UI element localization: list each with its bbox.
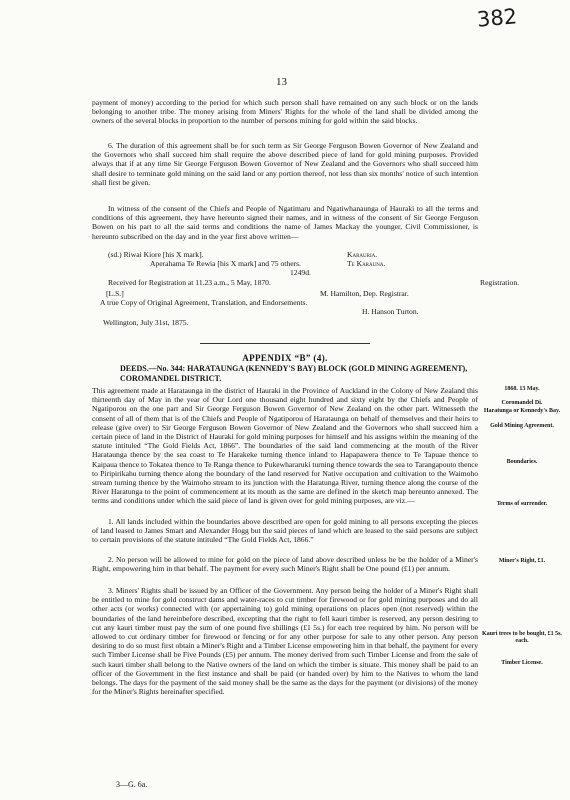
margin-note-date: 1868. 13 May. <box>504 386 540 392</box>
wellington-date: Wellington, July 31st, 1875. <box>103 318 189 327</box>
seal-mark: [L.S.] <box>106 289 124 298</box>
margin-note-kauri: Kauri trees to be bought, £1 5s. each. <box>482 631 562 644</box>
section-divider <box>200 343 370 344</box>
deeds-heading: DEEDS.—No. 344: HARATAUNGA (KENNEDY'S BAY) BLOCK (GOLD MINING AGREEMENT), COROMANDEL DISTRICT. <box>120 364 468 383</box>
signature-te-karauna: Te Karauna. <box>347 259 386 268</box>
margin-note-haratunga: Haratunga or Kennedy's Bay. <box>483 408 561 414</box>
clause-3-block <box>92 586 478 696</box>
handwritten-folio-number: 382 <box>476 4 519 32</box>
witness-paragraph: In witness of the consent of the Chiefs and People of Ngatimaru and Ngatiwhanaunga of Hauraki to all the terms and conditions of this agreement, they have hereunto signed their names, and in witness of the consent of Sir George Ferguson Bowen on his part to all the said terms and conditions the name of James Mackay the younger, Civil Commissioner, is hereunto subscribed on the day and in the year first above written— <box>92 204 478 241</box>
margin-note-miners-right: Miner's Right, £1. <box>498 558 546 564</box>
signature-karauria: Karauria. <box>347 250 378 259</box>
paragraph-top: payment of money) according to the period for which such person shall have remained on any such block or on the lands belonging to another tribe. The money arising from Miners' Rights for the whole of the land shall be divided among the owners of the several blocks in proportion to the number of persons mining for gold within the said blocks. <box>92 98 478 126</box>
agreement-block <box>92 386 478 506</box>
appendix-heading: APPENDIX “B” (4). <box>242 353 328 363</box>
clause-1: 1. All lands included within the boundaries above described are open for gold mining to all persons excepting the pieces of land leased to James Smart and Alexander Hogg but the said pieces of land which are leased to the said persons are subject to certain provisions of the statute intituled “The Gold Fields Act, 1866.” <box>92 517 478 545</box>
margin-note-gold-mining: Gold Mining Agreement. <box>490 423 554 429</box>
margin-note-timber: Timber License. <box>501 660 543 666</box>
paragraph-continuation <box>92 98 478 126</box>
signature-footer: 3—G. 6a. <box>116 780 148 789</box>
paragraph-6: 6. The duration of this agreement shall be for such term as Sir George Ferguson Bowen Governor of New Zealand and the Governors who shall succeed him shall require the above described piece of land for gold mining purposes. Provided always that if at any time Sir George Ferguson Bowen Governor of New Zealand and the Governors who shall succeed him shall desire to terminate gold mining on the said land or any portion thereof, not less than six months' notice of such intention shall first be given. <box>92 141 478 187</box>
registrar-signature: M. Hamilton, Dep. Registrar. <box>320 289 409 298</box>
clause-2: 2. No person will be allowed to mine for gold on the piece of land above described unless he be the holder of a Miner's Right, empowering him in that behalf. The payment for every such Miner's Right shall be One pound (£1) per annum. <box>92 555 478 574</box>
received-line: Received for Registration at 11.23 a.m., 5 May, 1870. <box>108 278 271 287</box>
witness-block <box>92 204 478 241</box>
margin-note-boundaries: Boundaries. <box>506 459 538 465</box>
paragraph-6-block <box>92 141 478 187</box>
page-number: 13 <box>276 76 287 88</box>
registration-note: Registration. <box>480 278 520 287</box>
clause-2-block <box>92 555 478 573</box>
clause-3: 3. Miners' Rights shall be issued by an Officer of the Government. Any person being the holder of a Miner's Right shall be entitled to mine for gold construct dams and water-races to cut timber for firewood or for gold mining purposes and do all other acts (or works) connected with (or appertaining to) gold mining operations on places open (not reserved) within the boundaries of the land hereinbefore described, excepting that the right to fell kauri timber is reserved, any person desiring to cut any kauri timber must pay the sum of one pound five shillings (£1 5s.) for each tree required by him. No person will be allowed to cut ordinary timber for firewood or fencing or for any other purpose for sale to any other person. Any person desiring to do so must first obtain a Miner's Right and a Timber License empowering him in that behalf, the payment for every such Timber License shall be Five Pounds (£5) per annum. The money derived from such Timber License and from the sale of such kauri timber shall belong to the Native owners of the land on which the timber is situate. This money shall be paid to an officer of the Government in the first instance and shall be paid (or handed over) by him to the Natives to whom the land belongs. The days for the payment of the said money shall be the same as the days for the payment (or divisions) of the money for the Miner's Rights hereinafter specified. <box>92 586 478 697</box>
true-copy-line: A true Copy of Original Agreement, Translation, and Endorsements. <box>100 298 308 307</box>
signature-line-1: (sd.) Riwai Kiore [his X mark]. <box>108 250 204 259</box>
margin-note-terms: Terms of surrender. <box>496 501 548 507</box>
document-code: 1249d. <box>290 268 311 277</box>
signature-line-2: Aperahama Te Rewia [his X mark] and 75 others. <box>150 259 301 268</box>
turton-signature: H. Hanson Turton. <box>362 307 419 316</box>
margin-note-coromandel: Coromandel Di. <box>501 400 543 406</box>
clause-1-block <box>92 517 478 545</box>
agreement-paragraph: This agreement made at Harataunga in the district of Hauraki in the Province of Auckland in the Colony of New Zealand this thirteenth day of May in the year of Our Lord one thousand eight hundred and sixty eight by the Chiefs and People of Ngatiporou on the one part and Sir George Ferguson Bowen Governor of New Zealand on the other part. Witnesseth the consent of all of them that is of the Chiefs and People of Ngatiporou of Harataunga on behalf of themselves and their heirs to release (give over) to Sir George Ferguson Bowen Governor of New Zealand and the Governors who shall succeed him a certain piece of land in the District of Hauraki for gold mining purposes for himself and his assigns within the meaning of the statute intituled “The Gold Fields Act, 1866”. The boundaries of the said land commencing at the mouth of the River Harataunga thence by the sea coast to Te Harakeke turning thence inland to Hapapawera thence to Te Tapuae thence to Kaipaua thence to Tokatea thence to Te Ranga thence to Pukewhararuki turning thence towards the sea to Tarangapouto thence to Piripirikahu turning thence along the boundary of the land reserved for Native occupation and cultivation to the Waimoho stream turning thence by the Waimoho stream to its junction with the Haratunga River, turning thence along the course of the River Haratunga to the point of commencement at its mouth as the same are defined in the sketch map hereunto annexed. The terms and conditions under which the said piece of land is given over for gold mining purposes, are viz.— <box>92 386 478 506</box>
